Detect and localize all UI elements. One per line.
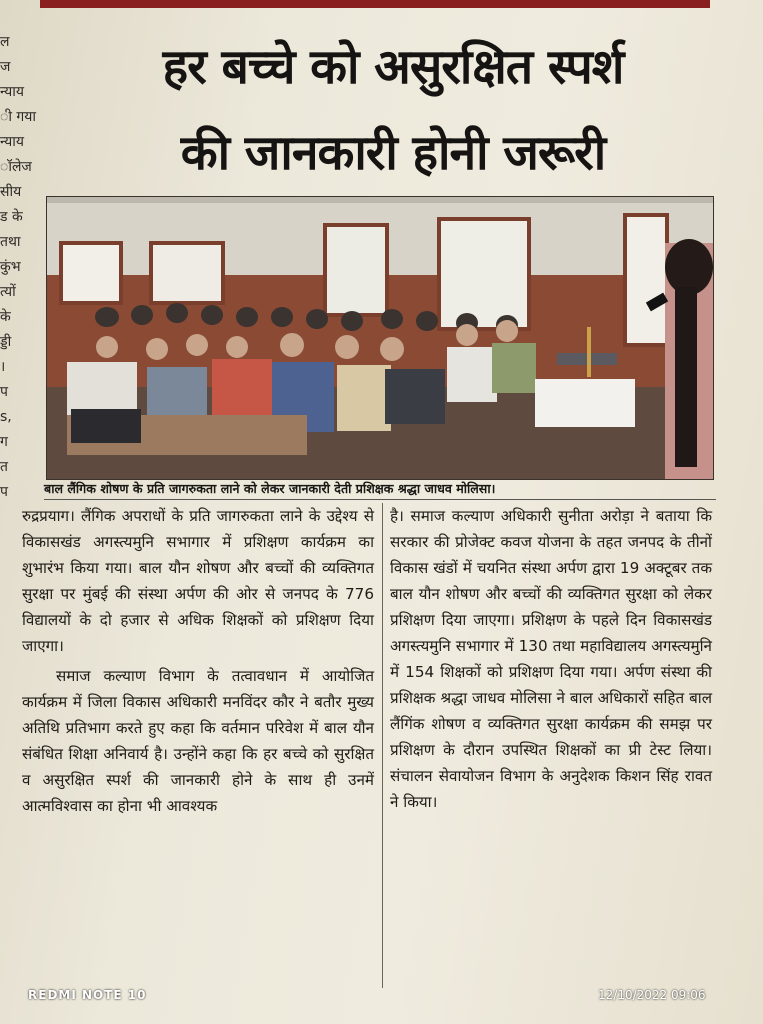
camera-watermark-datetime: 12/10/2022 09:06: [598, 988, 706, 1002]
article-column-left: [22, 503, 374, 819]
adjacent-column-text: ी गया: [0, 109, 37, 125]
adjacent-column-text: ॉलेज: [0, 159, 32, 175]
adjacent-column-text: ग: [0, 434, 8, 450]
adjacent-column-text: कुंभ: [0, 259, 21, 275]
column-divider: [382, 503, 383, 988]
article-paragraph: है। समाज कल्याण अधिकारी सुनीता अरोड़ा ने बताया कि सरकार की प्रोजेक्ट कवज योजना के तहत जनपद के तीनों विकास खंडों में चयनित संस्था अर्पण द्वारा 19 अक्टूबर तक बाल यौन शोषण और बच्चों की व्यक्तिगत सुरक्षा को लेकर प्रशिक्षण दिया जाएगा। प्रशिक्षण के पहले दिन विकासखंड अगस्त्यमुनि सभागार में 130 तथा महाविद्यालय अगस्त्यमुनि में 154 शिक्षकों को प्रशिक्षण दिया गया। अर्पण संस्था की प्रशिक्षक श्रद्धा जाधव मोलिसा ने बाल अधिकारों सहित बाल लैंगिंक शोषण व व्यक्तिगत सुरक्षा कार्यक्रम की समझ पर प्रशिक्षण के दौरान उपस्थित शिक्षकों का प्री टेस्ट लिया। संचालन सेवायोजन विभाग के अनुदेशक किशन सिंह रावत ने किया।: [390, 507, 712, 811]
headline: [48, 24, 738, 196]
adjacent-column-text: ड्डी: [0, 334, 12, 350]
adjacent-column-text: प: [0, 484, 8, 500]
adjacent-column-text: के: [0, 309, 11, 325]
adjacent-column-text: त्यों: [0, 284, 16, 300]
adjacent-column-text: सीय: [0, 184, 22, 200]
headline-line-2: की जानकारी होनी जरूरी: [180, 125, 606, 181]
adjacent-column-text: न्याय: [0, 134, 24, 150]
adjacent-column-text: तथा: [0, 234, 21, 250]
headline-line-1: हर बच्चे को असुरक्षित स्पर्श: [162, 39, 624, 95]
article-column-right: [390, 503, 712, 815]
top-rule: [40, 0, 710, 8]
adjacent-column-text: न्याय: [0, 84, 24, 100]
adjacent-column-text: ।: [0, 359, 6, 375]
adjacent-column-text: ज: [0, 59, 11, 75]
training-hall-photo: [47, 197, 713, 479]
camera-watermark-device: REDMI NOTE 10: [28, 988, 147, 1002]
adjacent-column-text: ल: [0, 34, 10, 50]
adjacent-column-text: ड के: [0, 209, 23, 225]
adjacent-column-text: त: [0, 459, 8, 475]
photo-caption: बाल लैंगिक शोषण के प्रति जागरुकता लाने को लेकर जानकारी देती प्रशिक्षक श्रद्धा जाधव मोलिसा।: [44, 480, 716, 500]
adjacent-column-text: s,: [0, 409, 12, 425]
article-paragraph: समाज कल्याण विभाग के तत्वावधान में आयोजित कार्यक्रम में जिला विकास अधिकारी मनविंदर कौर ने बतौर मुख्य अतिथि प्रतिभाग करते हुए कहा कि वर्तमान परिवेश में बाल यौन संबंधित शिक्षा अनिवार्य है। उन्होंने कहा कि हर बच्चे को सुरक्षित व असुरक्षित स्पर्श की जानकारी होने के साथ ही उनमें आत्मविश्वास का होना भी आवश्यक: [22, 667, 374, 815]
news-photo: [46, 196, 714, 480]
article-paragraph: रुद्रप्रयाग। लैंगिक अपराधों के प्रति जागरुकता लाने के उद्देश्य से विकासखंड अगस्त्यमुनि सभागार में प्रशिक्षण कार्यक्रम का शुभारंभ किया गया। बाल यौन शोषण और बच्चों की व्यक्तिगत सुरक्षा पर मुंबई की संस्था अर्पण की ओर से जनपद के 776 विद्यालयों के दो हजार से अधिक शिक्षकों को प्रशिक्षण दिया जाएगा।: [22, 507, 374, 655]
adjacent-column-text: प: [0, 384, 8, 400]
